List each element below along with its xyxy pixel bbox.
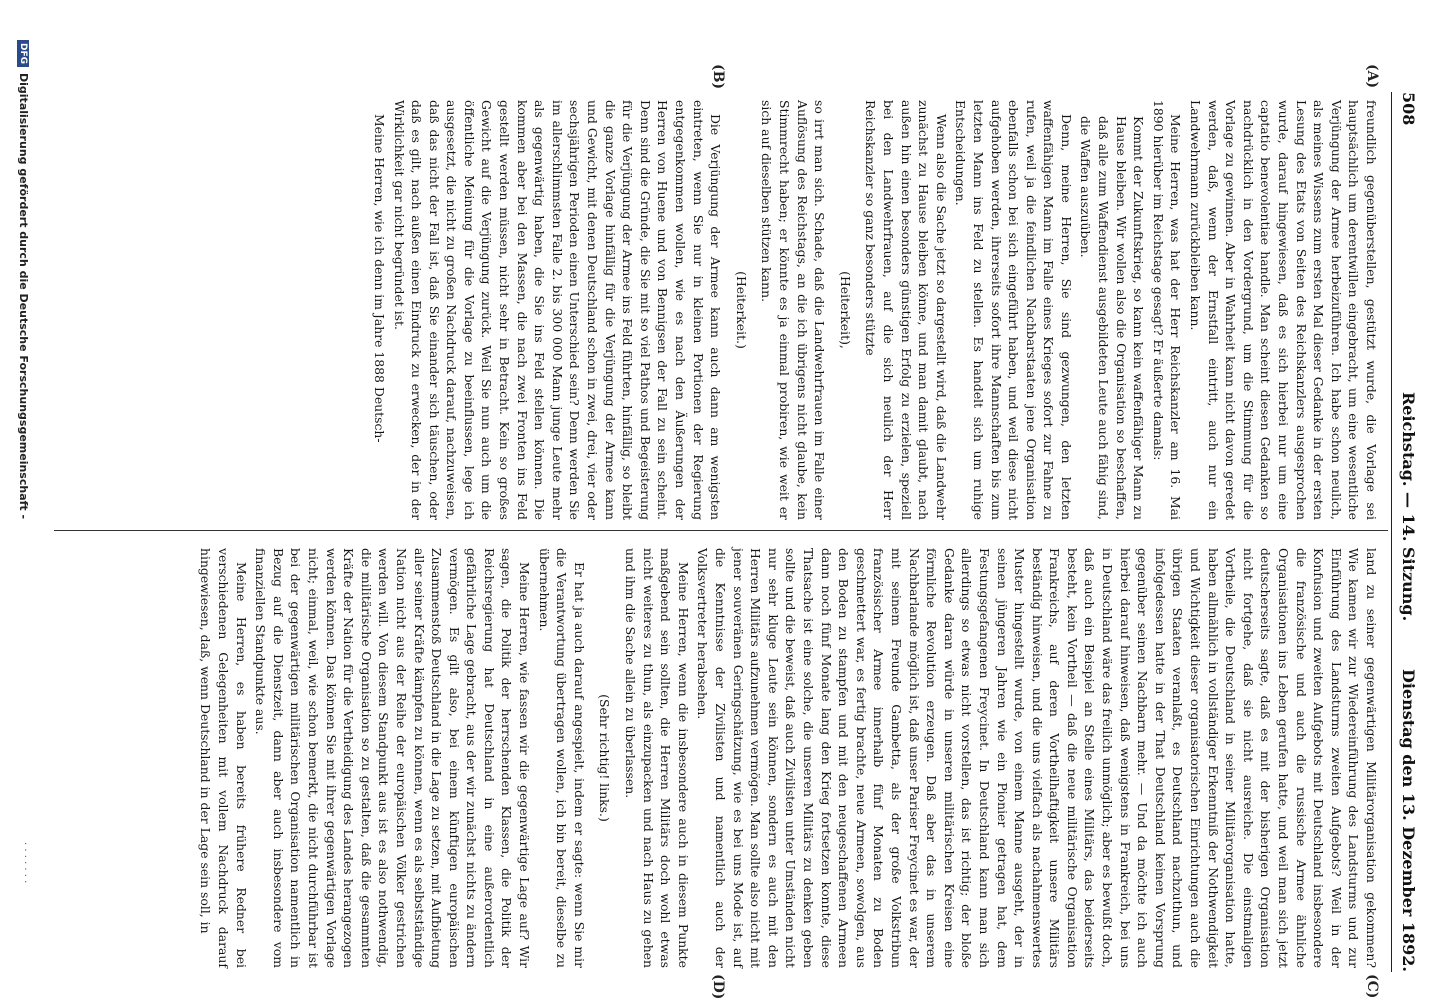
interjection: (Heiterkeit.)	[733, 271, 749, 349]
paragraph: Meine Herren, was hat der Herr Reichskanzler am 16. Mai 1890 hierüber im Reichstage gesagt? Er äußerte damals:	[1150, 100, 1184, 520]
page-title: Reichstag. — 14. Sitzung.	[1399, 392, 1418, 622]
paragraph: Er hat ja auch darauf angespielt, indem er sagte: wenn Sie mir die Verantwortung übertragen wollen, ich bin bereit, dieselbe zu übernehmen.	[536, 548, 587, 968]
margin-marker-d: (D)	[710, 974, 726, 1000]
paragraph: Meine Herren, wie ich denn im Jahre 1888 Deutsch-	[371, 114, 387, 443]
paragraph: Die Verjüngung der Armee kann auch dann am wenigsten eintreten, wenn Sie nur in kleinen Portionen der Regierung entgegenkommen wollen, wie es nach den Äußerungen der Herren von Huene und von Bennigsen der Fall zu sein scheint. Denn sind die Gründe, die Sie mit so viel Pathos und Begeisterung für die Verjüngung der Armee ins Feld führten, hinfällig, so bleibt die ganze Vorlage hinfällig für die Verjüngung der Armee kann und Gewicht, mit denen Deutschland schon in zwei, drei, vier oder sechsjährigen Perioden einen Unterschied sein? Denn werden Sie im allerschlimmsten Falle 2. bis 300 000 Mann junge Leute mehr als gegenwärtig haben, die Sie ins Feld stellen können. Die kommen aber bei den Massen, die nach zwei Fronten ins Feld gestellt werden müssen, nicht sehr in Betracht. Kein so großes Gewicht auf die Verjüngung zurück. Weil Sie nun auch um die öffentliche Meinung für die Vorlage zu beeinflussen, lege ich ausgesetzt, die nicht zu großen Nachdruck darauf, nachzuweisen, daß das nicht der Fall ist, daß Sie einander sich täuschen, oder daß es gilt, nach außen einen Eindruck zu erwecken, der in der Wirklichkeit gar nicht begründet ist.	[391, 100, 724, 520]
paragraph: Meine Herren, wie fassen wir die gegenwärtige Lage auf? Wir sagen, die Politik der herrschenden Klassen, die Politik der Reichsregierung hat Deutschland in eine außerordentlich gefährliche Lage gebracht, aus der wir zunächst nichts zu ändern vermögen. Es gilt also, bei einem künftigen europäischen Zusammenstoß Deutschland in die Lage zu setzen, mit Aufbietung aller seiner Kräfte kämpfen zu können, wenn es als selbstständige Nation nicht aus der Reihe der europäischen Völker gestrichen werden will. Von diesem Standpunkt aus ist es also nothwendig, die militärische Organisation so zu gestalten, daß die gesammten Kräfte der Nation für die Vertheidigung des Landes herangezogen werden können. Das können Sie mit ihrer gegenwärtigen Vorlage nicht; einmal, weil, wie schon bemerkt, die nicht durchführbar ist bei der gegenwärtigen militärischen Organisation namentlich in Bezug auf die Dienstzeit, dann aber auch insbesondere vom finanziellen Standpunkte aus.	[253, 548, 533, 968]
interjection: (Sehr richtig! links.)	[597, 694, 613, 822]
margin-marker-a: (A)	[1364, 64, 1380, 89]
page-header	[1394, 92, 1424, 972]
margin-marker-b: (B)	[710, 64, 726, 90]
paragraph: Meine Herren, es haben bereits frühere Redner bei verschiedenen Gelegenheiten mit vollem Nachdruck darauf hingewiesen, daß, wenn Deutschland in der Lage sein soll, in	[198, 548, 249, 968]
paragraph: freundlich gegenüberstellen, gestützt wurde, die Vorlage sei hauptsächlich um derentwillen eingebracht, um eine wesentliche Verjüngung der Armee herbeizuführen. Ich habe schon neulich, als meines Wissens zum ersten Mal dieser Gedanke in der ersten Lesung des Etats von Seiten des Reichskanzlers ausgesprochen wurde, darauf hingewiesen, daß es sich hierbei nur um eine captatio benevolentiae handle. Man scheint diesen Gedanken so nachdrücklich in den Vordergrund, um die Stimmung für die Vorlage zu gewinnen. Aber in Wahrheit kann nicht davon geredet werden, daß, wenn der Ernstfall eintritt, auch nur ein Landwehrmann zurückbleiben kann.	[1188, 100, 1379, 520]
dfg-logo-icon: DFG	[17, 40, 29, 67]
paragraph: Wenn also die Sache jetzt so dargestellt wird, daß die Landwehr zunächst zu Hause bleiben könne, und man damit glaubt, nach außen hin einen besonders günstigen Erfolg zu erzielen, speziell bei den Landwehrfrauen, auf die sich neulich der Herr Reichskanzler so ganz besonders stützte	[863, 100, 949, 520]
paragraph: land zu seiner gegenwärtigen Militärorganisation gekommen? Wie kamen wir zur Wiedereinführung des Landsturms und zur Einführung des Landsturms zweiten Aufgebots? Weil in der Konfusion und zweiten Aufgebots mit Deutschland insbesondere die französische und auch die russische Armee ähnliche Organisationen ins Leben gerufen hatte, und weil man sich jetzt deutscherseits sagte, daß es mit der bisherigen Organisation nicht fortgehe, daß sie nicht ausreiche. Die einstmaligen Vortheile, die Deutschland in seiner Militärorganisation hatte, haben allmählich in vollständiger Erkenntniß der Nothwendigkeit und Wichtigkeit dieser organisatorischen Einrichtungen auch die übrigen Staaten veranlaßt, es Deutschland nachzuthun, und infolgedessen hatte in der That Deutschland keinen Vorsprung gegenüber seinen Nachbarn mehr. — Und da möchte ich auch hierbei darauf hinweisen, daß wenigstens in Frankreich, bei uns in Deutschland wäre das freilich unmöglich; aber es bewußt doch, daß auch ein Beispiel an Stelle eines Militärs, das beiderseits besteht, kein Vortheil — daß die neue militärische Organisation Frankreichs, auf deren Vortheilhaftigkeit unsere Militärs beständig hinweisen, und die uns vielfach als nachahmenswertes Muster hingestellt wurde, von einem Manne ausgeht, der in seinen jüngeren Jahren wie ein Pionier getragen hat, dem Festungsgefangenen Freycinet. In Deutschland kann man sich allerdings so etwas nicht vorstellen, das ist richtig; der bloße Gedanke daran würde in unseren militärischen Kreisen eine förmliche Revolution erzeugen. Daß aber das in unserem Nachbarlande möglich ist, daß unser Pariser Freycinet es war, der mit seinem Freunde Gambetta, als der große Volkstribun französischer Armee innerhalb fünf Monaten zu Boden geschmettert war, es fertig brachte, neue Armeen, sowolgen, aus den Boden zu stampfen und mit den neugeschaffenen Armeen dann noch fünf Monate lang den Krieg fortsetzen konnte, diese Thatsache ist eine solche, die unseren Militärs zu denken geben sollte und die beweist, daß auch Zivilisten unter Umständen nicht nur sehr kluge Leute sein können, sondern es auch mit den Herren Militärs aufzunehmen vermögen. Man sollte also nicht mit jener souveränen Geringschätzung, wie es bei uns Mode ist, auf die Kenntnisse der Zivilisten und namentlich auch der Volksvertreter herabsehen.	[695, 548, 1379, 968]
paragraph: so irrt man sich. Schade, daß die Landwehrfrauen im Falle einer Auflösung des Reichstags, an die ich übrigens nicht glaube, kein Stimmrecht haben; er könnte es ja einmal probiren, wie weit er sich auf dieselben stützen kann.	[759, 100, 828, 520]
interjection: (Heiterkeit),	[837, 271, 853, 349]
header-rule	[1391, 92, 1392, 972]
left-column	[368, 100, 1380, 520]
quotation: Kommt der Zukunftskrieg, so kann kein waffenfähiger Mann zu Hause bleiben. Wir wollen also die Organisation so beschaffen, daß alle zum Waffendienst ausgebildeten Leute auch fähig sind, die Waffen auszuüben.	[1078, 116, 1147, 520]
digitization-credit	[17, 40, 30, 960]
paragraph: Meine Herren, wenn die insbesondere auch in diesem Punkte maßgebend sein sollten, die Herren Militärs doch wohl etwas nicht weiteres zu thun, als einzupacken und nach Haus zu gehen und ihm die Sache allein zu überlassen.	[623, 548, 691, 968]
credit-text: Digitalisierung gefördert durch die Deutsche Forschungsgemeinschaft -	[17, 73, 30, 520]
column-divider	[54, 530, 1388, 531]
page-number: 508	[1399, 92, 1418, 126]
margin-marker-c: (C)	[1364, 974, 1380, 999]
scan-artifact-text: · · · · · · ·	[19, 842, 30, 884]
right-column	[195, 548, 1380, 968]
session-date: Dienstag den 13. Dezember 1892.	[1399, 669, 1418, 972]
paragraph: Denn, meine Herren, Sie sind gezwungen, den letzten waffenfähigen Mann im Falle eines Krieges sofort zur Fahne zu rufen, weil ja die feindlichen Nachbarstaaten jene Organisation ebenfalls schon bei sich eingeführt haben, und weil diese nicht aufgehoben werden, ihrerseits sofort ihre Mannschaften bis zum letzten Mann ins Feld zu stellen. Es handelt sich um ruhige Entscheidungen.	[953, 100, 1074, 520]
